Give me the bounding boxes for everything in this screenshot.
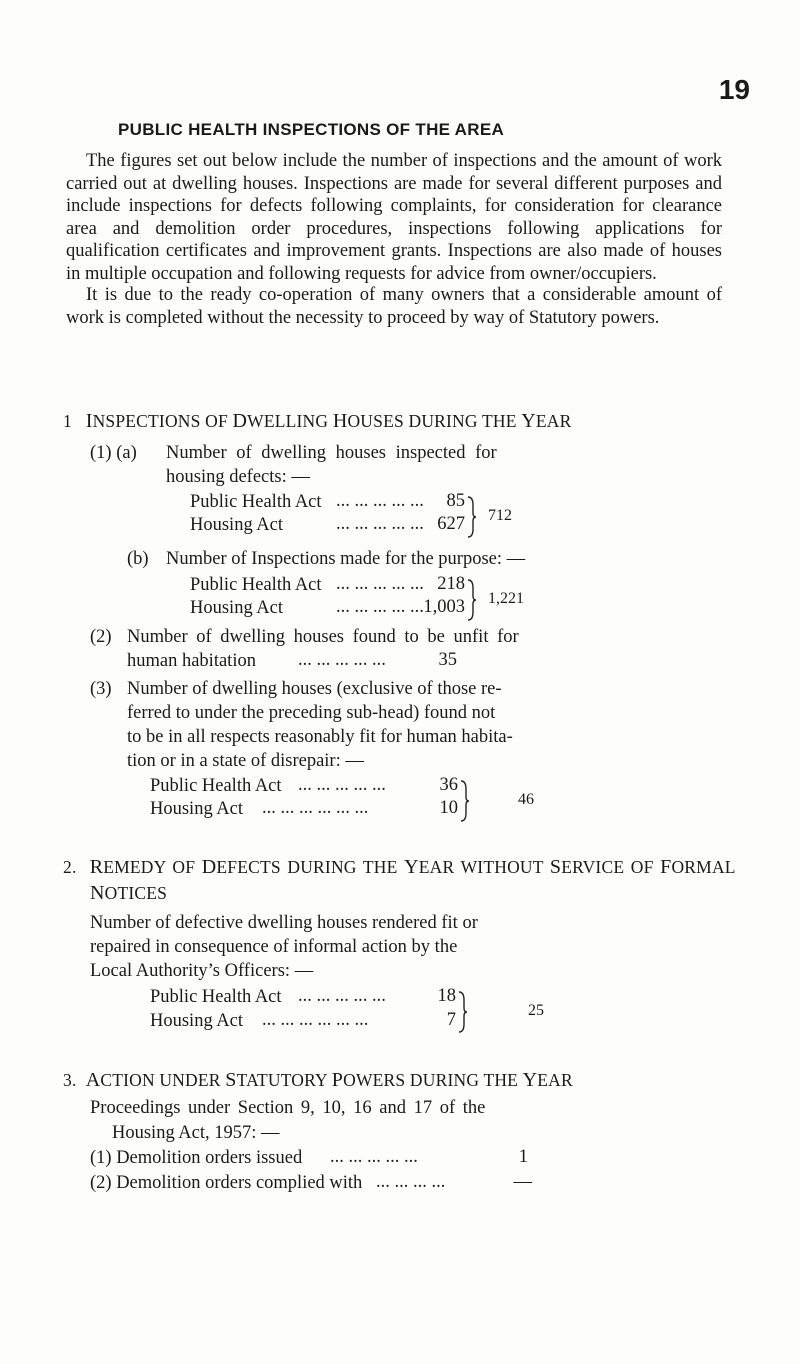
group-total: 1,221: [488, 590, 524, 607]
dot-leader: ... ... ... ... ... ...: [262, 1010, 369, 1030]
item-3-label: (3): [90, 679, 112, 699]
row-value: 35: [438, 650, 457, 670]
section-3-line: Housing Act, 1957: —: [112, 1123, 280, 1143]
row-label: Housing Act: [190, 598, 284, 618]
row-value: 10: [439, 798, 458, 818]
intro-paragraph-1: The figures set out below include the number of inspections and the amount of work carried out at dwelling houses. Inspections are made for several different purposes and include inspections for defects following complaints, for consideration for clearance area and demolition order procedures, inspections following applications for qualification certificates and improvement grants. Inspections are also made of houses in multiple occupation and following requests for advice from owner/occupiers.: [66, 151, 722, 284]
row-value: 7: [446, 1010, 456, 1030]
dot-leader: ... ... ... ... ...: [298, 775, 386, 795]
row-label: (2) Demolition orders complied with: [90, 1173, 363, 1193]
section-3-heading: 3. ACTION UNDER STATUTORY POWERS DURING THE YEAR: [63, 1069, 573, 1091]
section-2-line: Number of defective dwelling houses rendered fit or: [90, 913, 478, 933]
row-value: 1: [518, 1147, 528, 1167]
item-1a-line-2: housing defects: —: [166, 467, 310, 487]
row-value: 85: [446, 491, 465, 511]
section-1-heading: 1 INSPECTIONS OF DWELLING HOUSES DURING THE YEAR: [63, 410, 572, 432]
item-1b-line-1: Number of Inspections made for the purpose: —: [166, 549, 526, 569]
row-value: 1,003: [423, 597, 465, 617]
dot-leader: ... ... ... ... ...: [336, 491, 424, 511]
page-number: 19: [718, 74, 750, 105]
item-3-line: to be in all respects reasonably fit for human habita-: [127, 727, 513, 747]
section-2-number: 2.: [63, 857, 77, 877]
brace-icon: [459, 779, 471, 823]
row-value: 218: [437, 574, 465, 594]
section-3-line: Proceedings under Section 9, 10, 16 and 17 of the: [90, 1098, 486, 1118]
item-1a-label: (1) (a): [90, 443, 137, 463]
row-value: 18: [437, 986, 456, 1006]
intro-paragraph-2: It is due to the ready co-operation of many owners that a considerable amount of work is completed without the necessity to proceed by way of Statutory powers.: [66, 285, 722, 328]
dot-leader: ... ... ... ...: [376, 1172, 446, 1192]
brace-icon: [466, 495, 478, 539]
section-2-line: repaired in consequence of informal action by the: [90, 937, 458, 957]
brace-icon: [466, 578, 478, 622]
item-3-line: tion or in a state of disrepair: —: [127, 751, 364, 771]
row-label: Housing Act: [150, 799, 244, 819]
dot-leader: ... ... ... ... ...: [336, 597, 424, 617]
item-3-line: ferred to under the preceding sub-head) found not: [127, 703, 496, 723]
section-3-number: 3.: [63, 1070, 77, 1090]
page-title: PUBLIC HEALTH INSPECTIONS OF THE AREA: [118, 120, 505, 139]
item-3-line: Number of dwelling houses (exclusive of those re-: [127, 679, 502, 699]
item-2-line-2: human habitation: [127, 651, 256, 671]
dot-leader: ... ... ... ... ...: [298, 986, 386, 1006]
row-label: Public Health Act: [150, 987, 282, 1007]
section-2-line: Local Authority’s Officers: —: [90, 961, 314, 981]
row-label: Public Health Act: [190, 492, 322, 512]
row-label: (1) Demolition orders issued: [90, 1148, 303, 1168]
dot-leader: ... ... ... ... ...: [336, 574, 424, 594]
row-label: Public Health Act: [150, 776, 282, 796]
dot-leader: ... ... ... ... ...: [330, 1147, 418, 1167]
row-value: 627: [437, 514, 465, 534]
row-label: Public Health Act: [190, 575, 322, 595]
item-2-label: (2): [90, 627, 112, 647]
dot-leader: ... ... ... ... ...: [298, 650, 386, 670]
section-2-heading: 2. REMEDY OF DEFECTS DURING THE YEAR WITHOUT SERVICE OF FORMAL: [63, 856, 736, 878]
dot-leader: ... ... ... ... ... ...: [262, 798, 369, 818]
row-value: —: [513, 1172, 532, 1192]
row-label: Housing Act: [190, 515, 284, 535]
section-2-heading-line-2: NOTICES: [90, 882, 168, 904]
dot-leader: ... ... ... ... ...: [336, 514, 424, 534]
item-1a-line-1: Number of dwelling houses inspected for: [166, 443, 497, 463]
brace-icon: [457, 990, 469, 1034]
group-total: 25: [528, 1002, 544, 1019]
section-1-number: 1: [63, 411, 72, 431]
row-value: 36: [439, 775, 458, 795]
item-2-line-1: Number of dwelling houses found to be unfit for: [127, 627, 519, 647]
item-1b-label: (b): [127, 549, 149, 569]
group-total: 46: [518, 791, 534, 808]
row-label: Housing Act: [150, 1011, 244, 1031]
group-total: 712: [488, 507, 512, 524]
